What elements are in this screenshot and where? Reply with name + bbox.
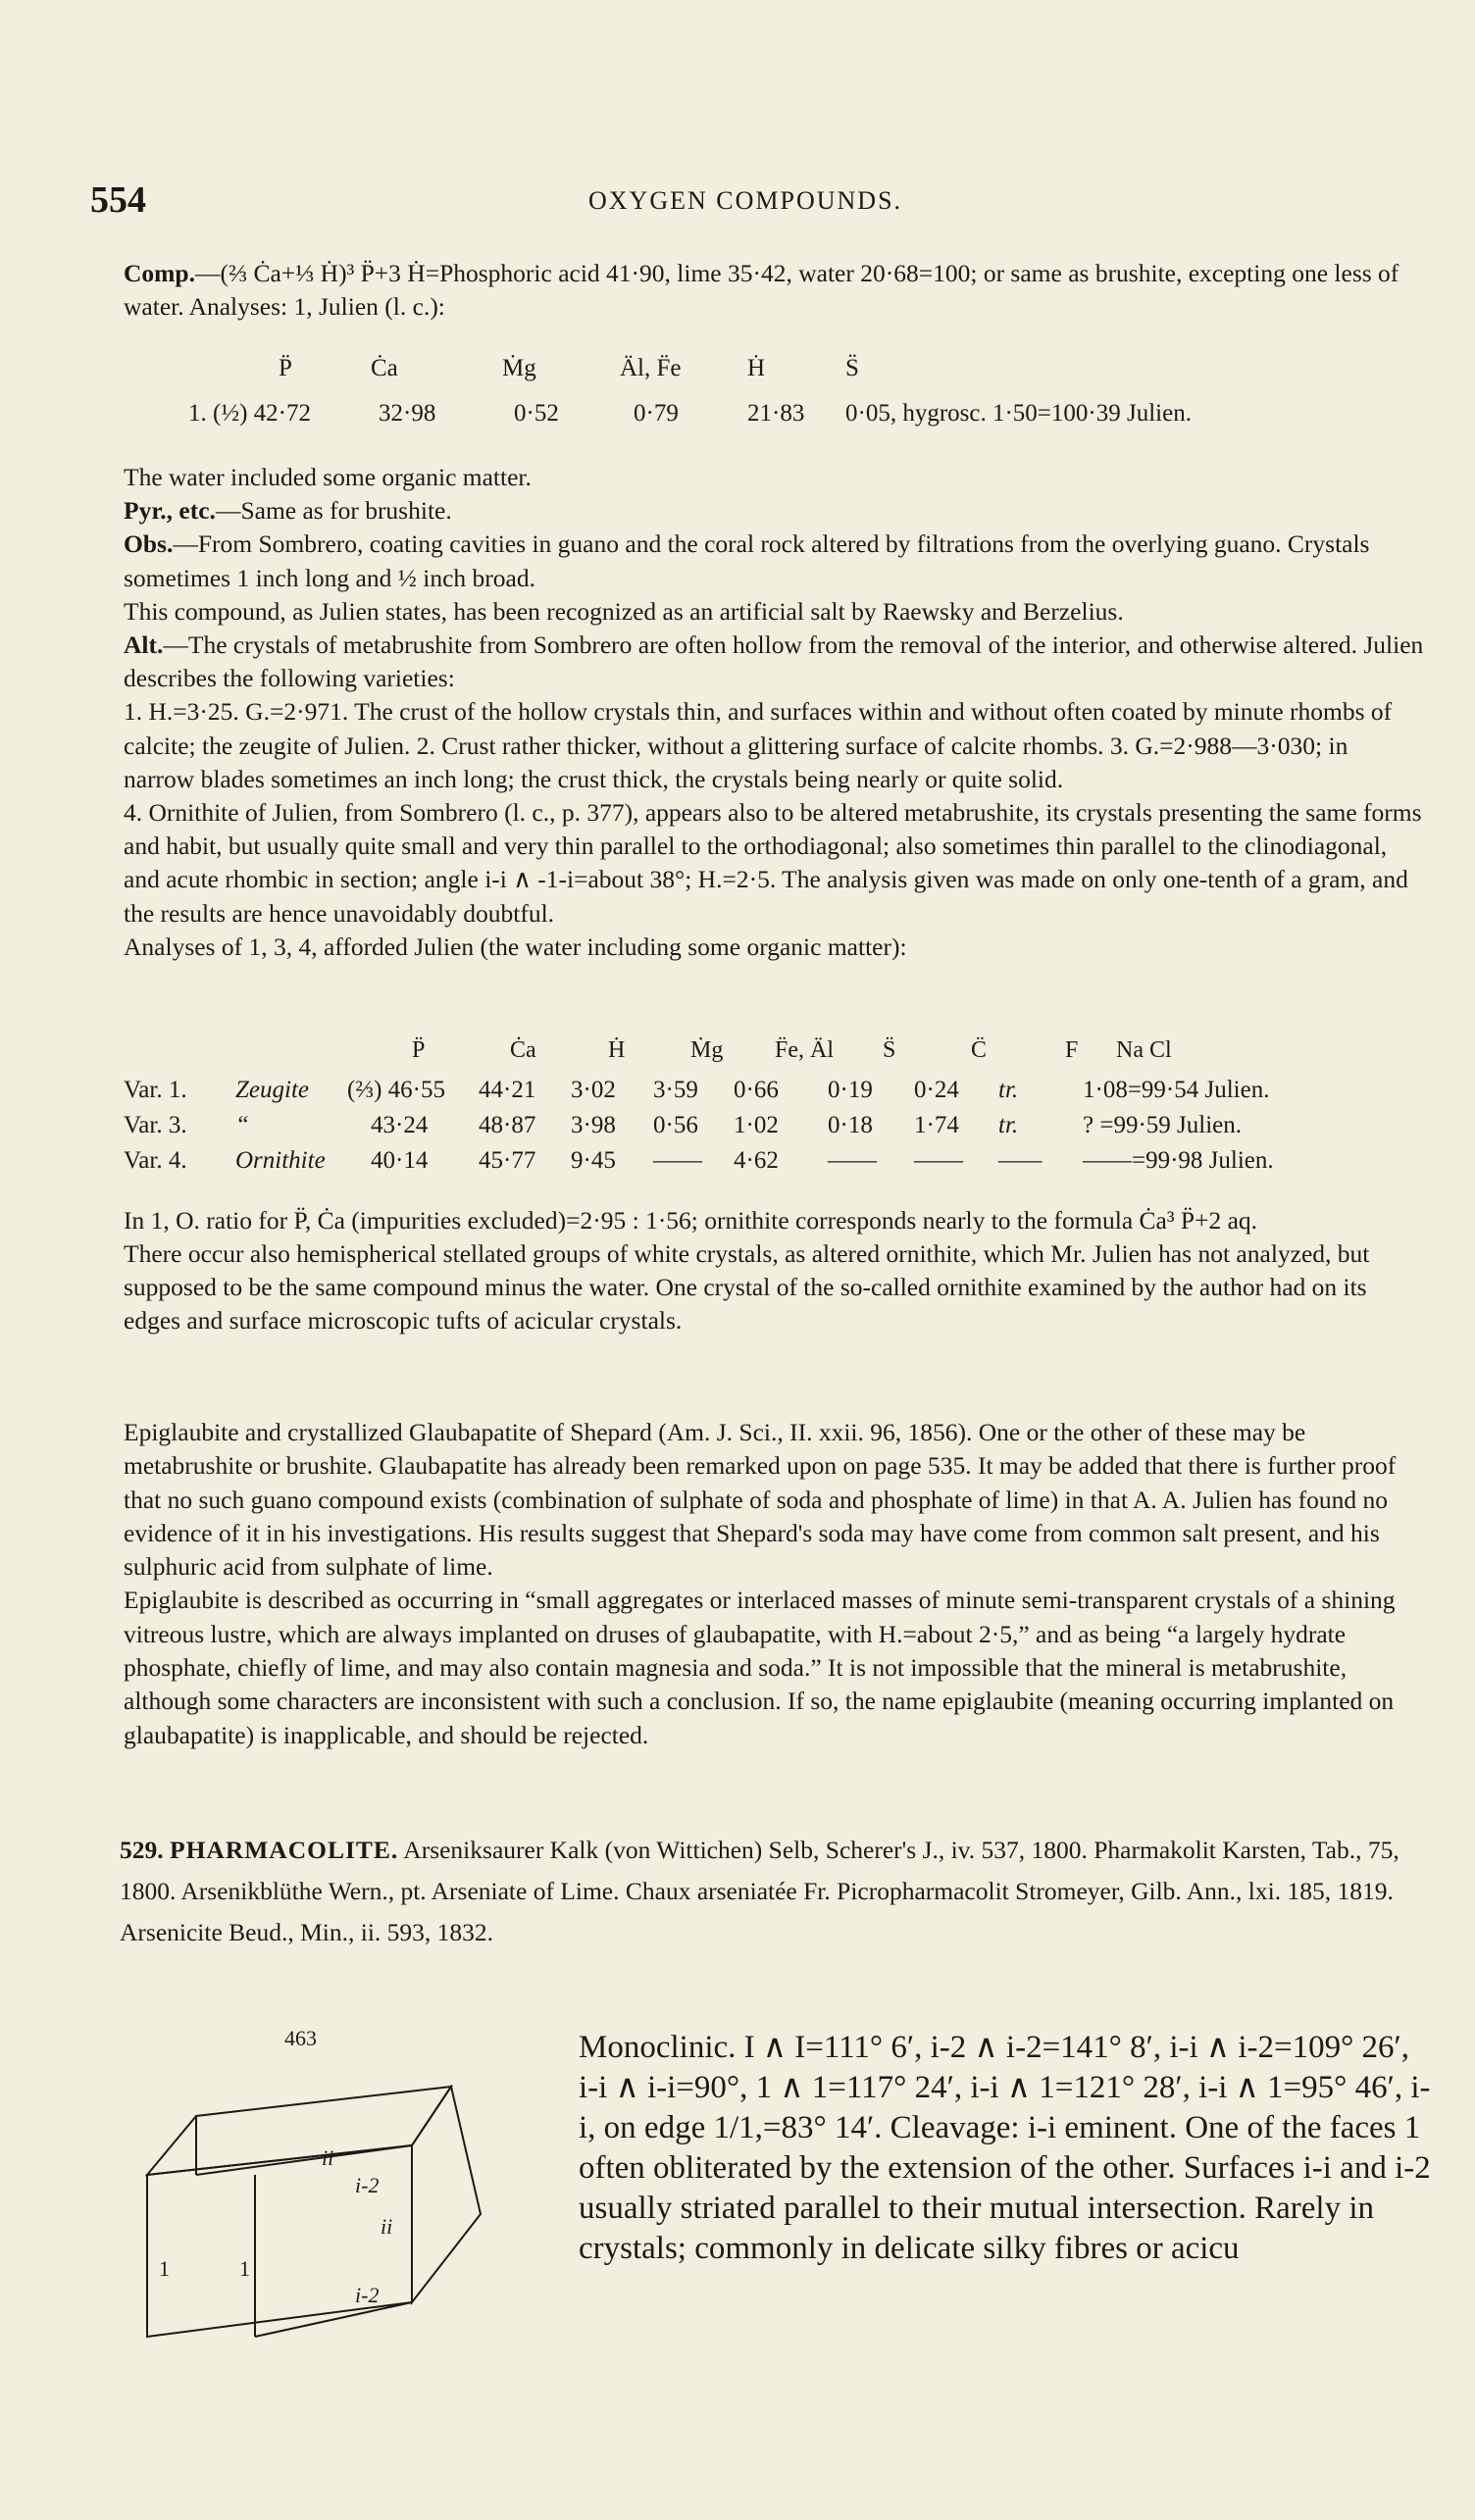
header-cell: Äl, F̈e	[620, 355, 682, 381]
paragraph: In 1, O. ratio for P̈, Ċa (impurities excluded)=2·95 : 1·56; ornithite corresponds nearly to the formula Ċa³ P̈+2 aq.	[124, 1206, 1258, 1235]
header-cell: Na Cl	[1116, 1037, 1172, 1063]
header-cell: F̈e, Äl	[775, 1037, 834, 1063]
species-number: 529.	[120, 1836, 164, 1864]
row-label: Var. 1.	[124, 1077, 187, 1103]
cell: 40·14	[371, 1147, 429, 1174]
cell: 43·24	[371, 1112, 429, 1138]
cell: 4·62	[734, 1147, 779, 1174]
paragraph	[124, 931, 1424, 964]
crystal-side-face	[412, 2087, 481, 2302]
cell: ——	[914, 1147, 963, 1174]
cell: 3·59	[653, 1077, 698, 1103]
cell: 0·79	[634, 400, 679, 427]
row-label: Var. 3.	[124, 1112, 187, 1138]
cell: ——=99·98 Julien.	[1083, 1147, 1274, 1174]
text: 4. Ornithite of Julien, from Sombrero (l. c., p. 377), appears also to be altered metabrushite, its crystals presenting the same forms and habit, but usually quite small and very thin parallel to the orthodiagonal; also sometimes thin parallel to the clinodiagonal, and acute rhombic in section; angle i-i ∧ -1-i=about 38°; H.=2·5. The analysis given was made on only one-tenth of a gram, and the results are hence unavoidably doubtful.	[124, 798, 1422, 928]
cell: 0·56	[653, 1112, 698, 1138]
header-cell: Ṁg	[690, 1037, 724, 1063]
cell: ? =99·59 Julien.	[1083, 1112, 1242, 1138]
text: Analyses of 1, 3, 4, afforded Julien (the water including some organic matter):	[124, 932, 907, 961]
running-title: OXYGEN COMPOUNDS.	[588, 186, 903, 215]
cell: 1·02	[734, 1112, 779, 1138]
cell: ——	[828, 1147, 877, 1174]
comp-label: Comp.	[124, 259, 195, 287]
paragraph	[124, 796, 1424, 931]
figure-label: 1	[239, 2256, 250, 2281]
lead: Pyr., etc.	[124, 496, 216, 526]
figure-label: i-2	[355, 2283, 380, 2307]
cell: 0·18	[828, 1112, 873, 1138]
text: —From Sombrero, coating cavities in guano and the coral rock altered by filtrations from the overlying guano. Crystals sometimes 1 inch long and ½ inch broad.	[124, 529, 1370, 592]
row-label: Var. 4.	[124, 1147, 187, 1174]
figure-label: ii	[322, 2145, 334, 2170]
body-block-1	[124, 461, 1424, 964]
cell: tr.	[998, 1112, 1019, 1138]
row-name: “	[235, 1112, 249, 1138]
cell: 0·52	[514, 400, 559, 427]
body-block-2	[124, 1204, 1424, 1337]
cell: 1·74	[914, 1112, 959, 1138]
cell: ——	[653, 1147, 702, 1174]
header-cell: F	[1065, 1037, 1079, 1063]
header-cell: S̈	[883, 1037, 896, 1063]
paragraph: Epiglaubite and crystallized Glaubapatite of Shepard (Am. J. Sci., II. xxii. 96, 1856). One or the other of these may be metabrushite or brushite. Glaubapatite has already been remarked upon on page 535. It may be added that there is further proof that no such guano compound exists (combination of sulphate of soda and phosphate of lime) in that A. A. Julien has found no evidence of it in his investigations. His results suggest that Shepard's soda may have come from common salt present, and his sulphuric acid from sulphate of lime.	[124, 1418, 1397, 1582]
header-cell: Ḣ	[608, 1037, 626, 1063]
figure-label: ii	[381, 2214, 393, 2239]
figure-number: 463	[284, 2026, 317, 2050]
page-number: 554	[90, 179, 146, 221]
text: The water included some organic matter.	[124, 463, 532, 491]
cell: 44·21	[479, 1077, 536, 1103]
analysis-2-table	[0, 1037, 1475, 1184]
crystal-figure	[137, 2057, 510, 2351]
cell: 1. (½) 42·72	[188, 400, 311, 427]
cell: 0·66	[734, 1077, 779, 1103]
header-cell: Ṁg	[502, 355, 536, 381]
text: 1. H.=3·25. G.=2·971. The crust of the hollow crystals thin, and surfaces within and without often coated by minute rhombs of calcite; the zeugite of Julien. 2. Crust rather thicker, without a glittering surface of calcite rhombs. 3. G.=2·988—3·030; in narrow blades sometimes an inch long; the crust thick, the crystals being nearly or quite solid.	[124, 697, 1393, 793]
text: This compound, as Julien states, has been recognized as an artificial salt by Raewsky and Berzelius.	[124, 596, 1124, 626]
cell: 1·08=99·54 Julien.	[1083, 1077, 1270, 1103]
species-529-entry	[120, 1830, 1424, 1953]
paragraph	[124, 528, 1424, 594]
cell: 45·77	[479, 1147, 536, 1174]
cell: ——	[998, 1147, 1043, 1174]
body-block-3	[124, 1416, 1424, 1752]
cell: tr.	[998, 1077, 1019, 1103]
paragraph	[124, 629, 1424, 695]
text: —The crystals of metabrushite from Sombrero are often hollow from the removal of the interior, and otherwise altered. Julien describes the following varieties:	[124, 630, 1424, 693]
paragraph	[124, 595, 1424, 629]
paragraph: There occur also hemispherical stellated groups of white crystals, as altered ornithite, which Mr. Julien has not analyzed, but supposed to be the same compound minus the water. One crystal of the so-called ornithite examined by the author had on its edges and surface microscopic tufts of acicular crystals.	[124, 1239, 1370, 1335]
header-cell: P̈	[412, 1037, 426, 1063]
header-cell: S̈	[845, 355, 859, 381]
monoclinic-description: Monoclinic. I ∧ I=111° 6′, i-2 ∧ i-2=141° 8′, i-i ∧ i-2=109° 26′, i-i ∧ i-i=90°, 1 ∧ 1=117° 24′, i-i ∧ 1=121° 28′, i-i ∧ 1=95° 46′, i-i, on edge 1/1,=83° 14′. Cleavage: i-i eminent. One of the faces 1 often obliterated by the extension of the other. Surfaces i-i and i-2 usually striated parallel to their mutual intersection. Rarely in crystals; commonly in delicate silky fibres or acicu	[579, 2030, 1431, 2266]
text: —Same as for brushite.	[215, 496, 452, 526]
paragraph	[124, 461, 1424, 494]
figure-label: 1	[159, 2256, 170, 2281]
comp-paragraph	[124, 257, 1424, 324]
cell: 3·98	[571, 1112, 616, 1138]
species-synonymy: Arseniksaurer Kalk (von Wittichen) Selb, Scherer's J., iv. 537, 1800. Pharmakolit Karsten, Tab., 75, 1800. Arsenikblüthe Wern., pt. Arseniate of Lime. Chaux arseniatée Fr. Picropharmacolit Stromeyer, Gilb. Ann., lxi. 185, 1819. Arsenicite Beud., Min., ii. 593, 1832.	[120, 1836, 1399, 1946]
cell: (⅔) 46·55	[347, 1077, 445, 1103]
lead: Obs.	[124, 529, 174, 559]
row-name: Ornithite	[235, 1147, 326, 1174]
cell: 9·45	[571, 1147, 616, 1174]
cell: 48·87	[479, 1112, 536, 1138]
paragraph	[124, 494, 1424, 528]
row-name: Zeugite	[235, 1077, 309, 1103]
cell: 32·98	[379, 400, 436, 427]
cell: 0·19	[828, 1077, 873, 1103]
comp-text: —(⅔ Ċa+⅓ Ḣ)³ P̈+3 Ḣ=Phosphoric acid 41·90, lime 35·42, water 20·68=100; or same as brushite, excepting one less of water. Analyses: 1, Julien (l. c.):	[124, 259, 1399, 321]
header-cell: C̈	[971, 1037, 988, 1063]
cell: 21·83	[747, 400, 805, 427]
header-cell: Ḣ	[747, 355, 766, 381]
cell: 3·02	[571, 1077, 616, 1103]
paragraph: Epiglaubite is described as occurring in “small aggregates or interlaced masses of minute semi-transparent crystals of a shining vitreous lustre, which are always implanted on druses of glaubapatite, with H.=about 2·5,” and as being “a largely hydrate phosphate, chiefly of lime, and may also contain magnesia and soda.” It is not impossible that the mineral is metabrushite, although some characters are inconsistent with such a conclusion. If so, the name epiglaubite (meaning occurring implanted on glaubapatite) is inapplicable, and should be rejected.	[124, 1586, 1396, 1749]
header-cell: P̈	[279, 355, 292, 381]
paragraph	[124, 695, 1424, 796]
edge	[196, 2145, 412, 2175]
figure-label: i-2	[355, 2173, 380, 2197]
cell: 0·24	[914, 1077, 959, 1103]
cell: 0·05, hygrosc. 1·50=100·39 Julien.	[845, 400, 1192, 427]
header-cell: Ċa	[371, 355, 398, 381]
species-name: PHARMACOLITE.	[170, 1836, 399, 1864]
header-cell: Ċa	[510, 1037, 536, 1063]
lead: Alt.	[124, 630, 164, 660]
